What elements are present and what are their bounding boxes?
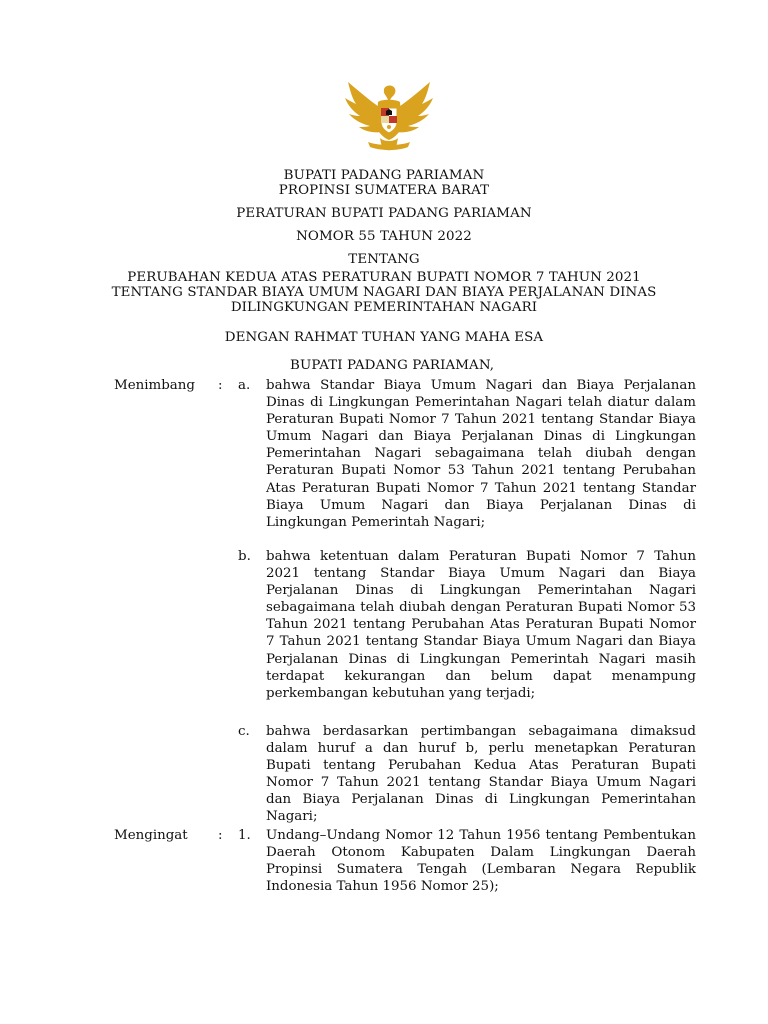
province-title: PROPINSI SUMATERA BARAT xyxy=(278,183,490,198)
menimbang-item-b: bahwa ketentuan dalam Peraturan Bupati Nomor 7 Tahun 2021 tentang Standar Biaya Umum Nagari dan Biaya Perjalanan Dinas di Lingkungan Pemerintahan Nagari sebagaimana telah diubah dengan Peraturan Bupati Nomor 53 Tahun 2021 tentang Perubahan Atas Peraturan Bupati Nomor 7 Tahun 2021 tentang Standar Biaya Umum Nagari dan Biaya Perjalanan Dinas di Lingkungan Pemerintah Nagari masih terdapat kekurangan dan belum dapat menampung perkembangan kebutuhan yang terjadi; xyxy=(266,549,696,701)
regent-title: BUPATI PADANG PARIAMAN xyxy=(283,168,485,183)
menimbang-item-a: bahwa Standar Biaya Umum Nagari dan Biaya Perjalanan Dinas di Lingkungan Pemerintahan Nagari telah diatur dalam Peraturan Bupati Nomor 7 Tahun 2021 tentang Standar Biaya Umum Nagari dan Biaya Perjalanan Dinas di Lingkungan Pemerintahan Nagari sebagaimana telah diubah dengan Peraturan Bupati Nomor 53 Tahun 2021 tentang Perubahan Atas Peraturan Bupati Nomor 7 Tahun 2021 tentang Standar Biaya Umum Nagari dan Biaya Perjalanan Dinas di Lingkungan Pemerintah Nagari; xyxy=(266,378,696,530)
item-marker: b. xyxy=(238,549,251,564)
subject-line-1: PERUBAHAN KEDUA ATAS PERATURAN BUPATI NOMOR 7 TAHUN 2021 xyxy=(127,270,641,285)
subject-line-2: TENTANG STANDAR BIAYA UMUM NAGARI DAN BIAYA PERJALANAN DINAS xyxy=(111,285,657,300)
menimbang-item-c: bahwa berdasarkan pertimbangan sebagaimana dimaksud dalam huruf a dan huruf b, perlu menetapkan Peraturan Bupati tentang Perubahan Kedua Atas Peraturan Bupati Nomor 7 Tahun 2021 tentang Standar Biaya Umum Nagari dan Biaya Perjalanan Dinas di Lingkungan Pemerintahan Nagari; xyxy=(266,724,696,825)
menimbang-label: Menimbang xyxy=(114,378,195,393)
garuda-emblem-icon xyxy=(340,80,438,152)
subject-line-3: DILINGKUNGAN PEMERINTAHAN NAGARI xyxy=(230,300,538,315)
authority-line: BUPATI PADANG PARIAMAN, xyxy=(290,358,495,373)
item-marker: a. xyxy=(238,378,251,393)
item-marker: c. xyxy=(238,724,250,739)
item-marker: 1. xyxy=(238,828,251,843)
regulation-title: PERATURAN BUPATI PADANG PARIAMAN xyxy=(236,206,532,221)
mengingat-item-1: Undang–Undang Nomor 12 Tahun 1956 tentang Pembentukan Daerah Otonom Kabupaten Dalam Lingkungan Daerah Propinsi Sumatera Tengah (Lembaran Negara Republik Indonesia Tahun 1956 Nomor 25); xyxy=(266,828,696,895)
blessing-line: DENGAN RAHMAT TUHAN YANG MAHA ESA xyxy=(224,330,544,345)
mengingat-label: Mengingat xyxy=(114,828,188,843)
regulation-number: NOMOR 55 TAHUN 2022 xyxy=(296,229,472,244)
menimbang-colon: : xyxy=(218,378,223,393)
about-heading: TENTANG xyxy=(348,252,420,267)
mengingat-colon: : xyxy=(218,828,223,843)
